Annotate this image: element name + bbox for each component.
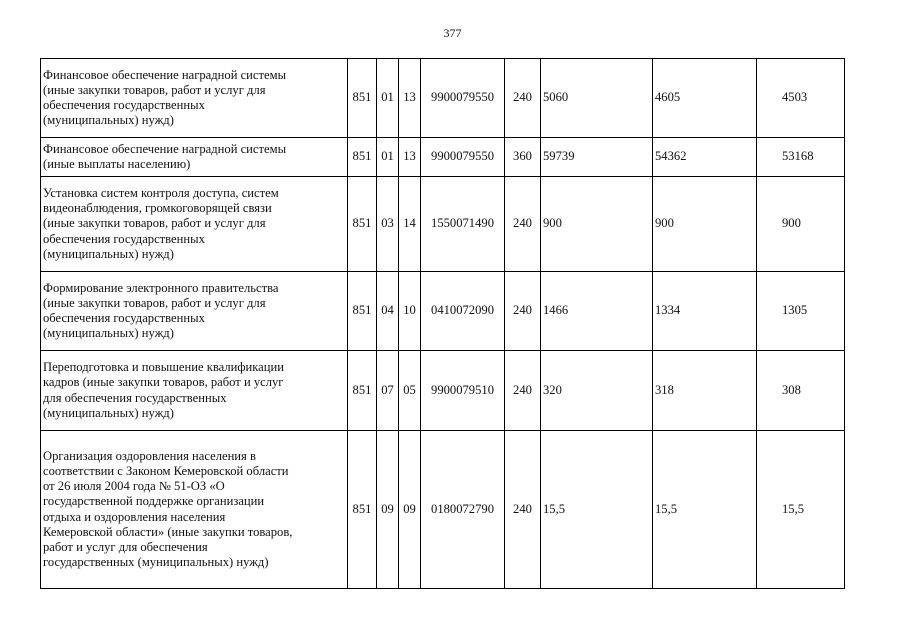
expense-type-code: 240: [505, 351, 541, 431]
amount-year-1: 15,5: [541, 431, 653, 589]
target-article-code: 9900079550: [421, 138, 505, 177]
amount-year-1: 900: [541, 177, 653, 272]
table-row: [41, 431, 845, 589]
table-row: [41, 138, 845, 177]
ministry-code: 851: [348, 272, 377, 351]
amount-year-3: 308: [757, 351, 845, 431]
subsection-code: 14: [399, 177, 421, 272]
target-article-code: 9900079510: [421, 351, 505, 431]
ministry-code: 851: [348, 351, 377, 431]
amount-year-1: 320: [541, 351, 653, 431]
target-article-code: 9900079550: [421, 59, 505, 138]
table-row: [41, 59, 845, 138]
amount-year-2: 318: [653, 351, 757, 431]
row-description: Формирование электронного правительства (иные закупки товаров, работ и услуг для обеспечения государственных (муниципальных) нужд): [41, 272, 348, 351]
ministry-code: 851: [348, 138, 377, 177]
expense-type-code: 240: [505, 431, 541, 589]
amount-year-1: 59739: [541, 138, 653, 177]
subsection-code: 09: [399, 431, 421, 589]
target-article-code: 0410072090: [421, 272, 505, 351]
row-description: Организация оздоровления населения в соответствии с Законом Кемеровской области от 26 июля 2004 года № 51-ОЗ «О государственной поддержке организации отдыха и оздоровления населения Кемеровской области» (иные закупки товаров, работ и услуг для обеспечения государственных (муниципальных) нужд): [41, 431, 348, 589]
row-description: Финансовое обеспечение наградной системы (иные выплаты населению): [41, 138, 348, 177]
ministry-code: 851: [348, 431, 377, 589]
section-code: 01: [377, 138, 399, 177]
section-code: 09: [377, 431, 399, 589]
page-number: 377: [443, 26, 462, 40]
subsection-code: 10: [399, 272, 421, 351]
expense-type-code: 360: [505, 138, 541, 177]
amount-year-3: 1305: [757, 272, 845, 351]
amount-year-2: 15,5: [653, 431, 757, 589]
amount-year-2: 1334: [653, 272, 757, 351]
amount-year-2: 4605: [653, 59, 757, 138]
amount-year-2: 900: [653, 177, 757, 272]
ministry-code: 851: [348, 177, 377, 272]
target-article-code: 1550071490: [421, 177, 505, 272]
expense-type-code: 240: [505, 177, 541, 272]
amount-year-1: 5060: [541, 59, 653, 138]
section-code: 04: [377, 272, 399, 351]
expense-type-code: 240: [505, 59, 541, 138]
section-code: 03: [377, 177, 399, 272]
ministry-code: 851: [348, 59, 377, 138]
row-description: Переподготовка и повышение квалификации кадров (иные закупки товаров, работ и услуг для обеспечения государственных (муниципальных) нужд): [41, 351, 348, 431]
section-code: 07: [377, 351, 399, 431]
amount-year-2: 54362: [653, 138, 757, 177]
row-description: Финансовое обеспечение наградной системы (иные закупки товаров, работ и услуг для обеспечения государственных (муниципальных) нужд): [41, 59, 348, 138]
subsection-code: 05: [399, 351, 421, 431]
budget-table: [40, 58, 845, 589]
table-row: [41, 351, 845, 431]
table-row: [41, 272, 845, 351]
amount-year-1: 1466: [541, 272, 653, 351]
row-description: Установка систем контроля доступа, систем видеонаблюдения, громкоговорящей связи (иные закупки товаров, работ и услуг для обеспечения государственных (муниципальных) нужд): [41, 177, 348, 272]
subsection-code: 13: [399, 59, 421, 138]
amount-year-3: 4503: [757, 59, 845, 138]
amount-year-3: 53168: [757, 138, 845, 177]
subsection-code: 13: [399, 138, 421, 177]
target-article-code: 0180072790: [421, 431, 505, 589]
table-row: [41, 177, 845, 272]
amount-year-3: 900: [757, 177, 845, 272]
section-code: 01: [377, 59, 399, 138]
amount-year-3: 15,5: [757, 431, 845, 589]
expense-type-code: 240: [505, 272, 541, 351]
